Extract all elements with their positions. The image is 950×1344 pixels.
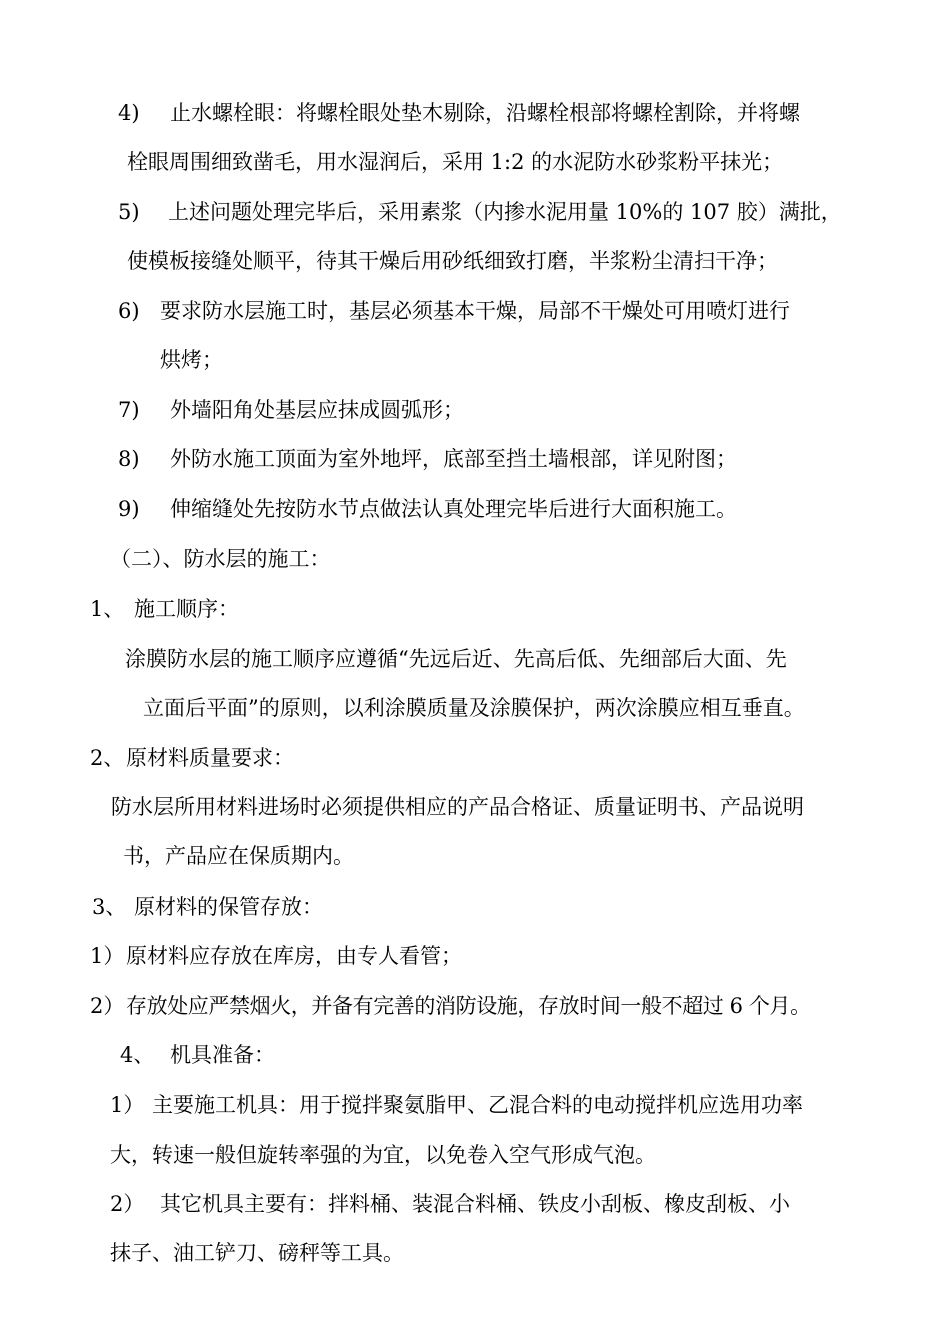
item-text: 机具准备： (170, 1043, 275, 1067)
continuation-line: 栓眼周围细致凿毛，用水湿润后，采用 1:2 的水泥防水砂浆粉平抹光； (127, 150, 784, 174)
list-item-6 (118, 296, 790, 326)
item-number: 1、 (90, 597, 125, 621)
item-text: 外墙阳角处基层应抹成圆弧形； (170, 398, 464, 422)
list-item-1 (90, 941, 462, 971)
item-number: 1） (90, 944, 125, 968)
item-text: 上述问题处理完毕后，采用素浆（内掺水泥用量 10%的 107 胶）满批， (168, 200, 842, 224)
item-number: 1） (110, 1093, 145, 1117)
subsection-heading-4 (120, 1040, 275, 1070)
list-item-4 (118, 98, 800, 128)
item-text: 施工顺序： (134, 597, 239, 621)
item-number: 3、 (92, 895, 127, 919)
item-text: 外防水施工顶面为室外地坪，底部至挡土墙根部，详见附图； (170, 447, 737, 471)
item-text: 原材料的保管存放： (134, 895, 323, 919)
item-number: 2） (90, 994, 125, 1018)
list-item-9 (118, 494, 737, 524)
list-item-2 (90, 991, 811, 1021)
item-number: 2） (110, 1192, 145, 1216)
paragraph-line: 防水层所用材料进场时必须提供相应的产品合格证、质量证明书、产品说明 (111, 795, 804, 819)
item-text: 原材料应存放在库房，由专人看管； (126, 944, 462, 968)
paragraph-line: 抹子、油工铲刀、磅秤等工具。 (110, 1241, 404, 1265)
list-item-5 (118, 197, 842, 227)
section-heading: （二）、防水层的施工： (110, 547, 331, 571)
item-number: 8) (118, 447, 140, 471)
subsection-heading-2 (90, 743, 294, 773)
item-number: 4) (118, 101, 140, 125)
item-number: 9) (118, 497, 140, 521)
item-number: 4、 (120, 1043, 155, 1067)
item-number: 6) (118, 299, 140, 323)
list-item-8 (118, 444, 737, 474)
subsection-heading-3 (92, 892, 323, 922)
item-text: 存放处应严禁烟火，并备有完善的消防设施，存放时间一般不超过 6 个月。 (126, 994, 811, 1018)
item-text: 要求防水层施工时，基层必须基本干燥，局部不干燥处可用喷灯进行 (160, 299, 790, 323)
item-number: 2、 (90, 746, 125, 770)
list-item-7 (118, 395, 464, 425)
continuation-line: 烘烤； (160, 348, 223, 372)
paragraph-line: 涂膜防水层的施工顺序应遵循“先远后近、先高后低、先细部后大面、先 (125, 647, 787, 671)
paragraph-line: 大，转速一般但旋转率强的为宜，以免卷入空气形成气泡。 (110, 1143, 656, 1167)
paragraph-line: 书，产品应在保质期内。 (123, 844, 354, 868)
paragraph-line: 立面后平面”的原则，以利涂膜质量及涂膜保护，两次涂膜应相互垂直。 (143, 696, 805, 720)
item-number: 7) (118, 398, 140, 422)
item-text: 伸缩缝处先按防水节点做法认真处理完毕后进行大面积施工。 (170, 497, 737, 521)
list-item-1 (110, 1090, 803, 1120)
item-number: 5) (118, 200, 140, 224)
subsection-heading-1 (90, 594, 239, 624)
item-text: 主要施工机具：用于搅拌聚氨脂甲、乙混合料的电动搅拌机应选用功率 (152, 1093, 803, 1117)
item-text: 止水螺栓眼：将螺栓眼处垫木剔除，沿螺栓根部将螺栓割除，并将螺 (170, 101, 800, 125)
item-text: 原材料质量要求： (126, 746, 294, 770)
item-text: 其它机具主要有：拌料桶、装混合料桶、铁皮小刮板、橡皮刮板、小 (160, 1192, 790, 1216)
continuation-line: 使模板接缝处顺平，待其干燥后用砂纸细致打磨，半浆粉尘清扫干净； (127, 249, 778, 273)
list-item-2 (110, 1189, 790, 1219)
